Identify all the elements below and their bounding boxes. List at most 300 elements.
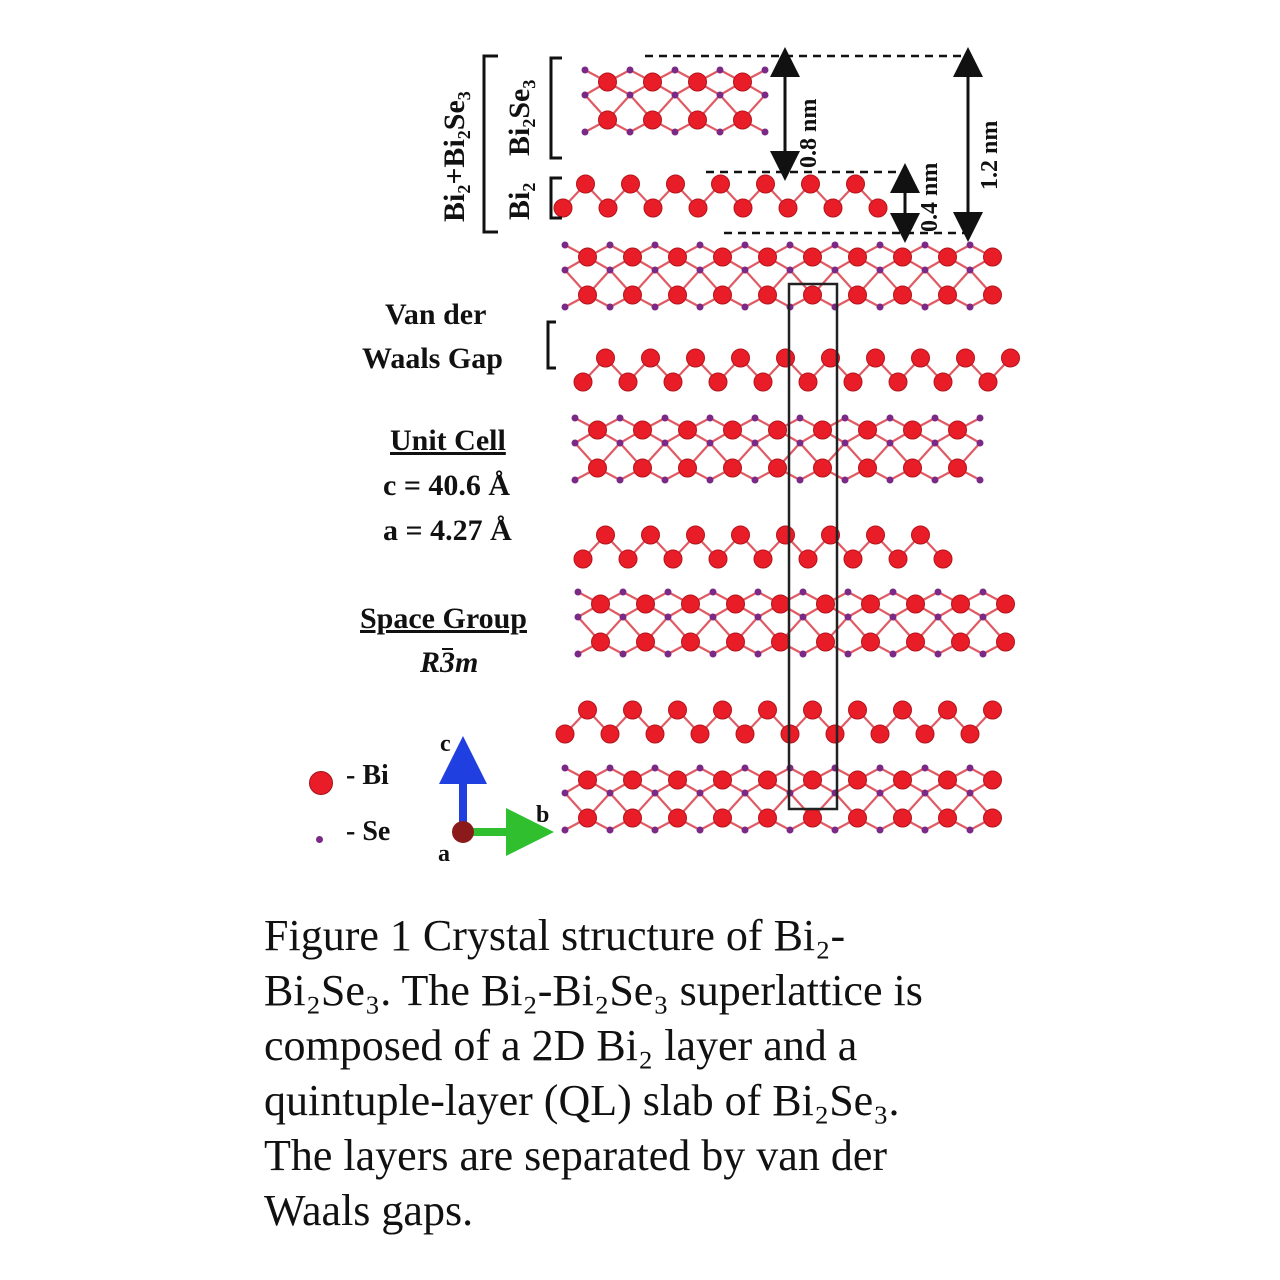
bi-atom bbox=[894, 701, 912, 719]
label-04nm: 0.4 nm bbox=[917, 162, 943, 232]
se-atom bbox=[627, 67, 634, 74]
se-atom bbox=[800, 651, 807, 658]
bi-atom bbox=[669, 771, 687, 789]
se-atom bbox=[620, 589, 627, 596]
se-atom bbox=[877, 827, 884, 834]
se-atom bbox=[582, 67, 589, 74]
bi-atom bbox=[624, 701, 642, 719]
legend-bi-dot bbox=[309, 771, 333, 795]
bi-atom bbox=[894, 771, 912, 789]
se-atom bbox=[717, 92, 724, 99]
bi-atom bbox=[634, 459, 652, 477]
bi-atom bbox=[669, 809, 687, 827]
bi-atom bbox=[682, 595, 700, 613]
se-atom bbox=[797, 440, 804, 447]
se-atom bbox=[980, 651, 987, 658]
bi-atom bbox=[579, 809, 597, 827]
se-atom bbox=[977, 415, 984, 422]
se-atom bbox=[697, 827, 704, 834]
bi-atom bbox=[554, 199, 572, 217]
se-atom bbox=[562, 827, 569, 834]
bi-atom bbox=[952, 595, 970, 613]
bi-atom bbox=[589, 459, 607, 477]
axis-c-label: c bbox=[440, 731, 451, 757]
se-atom bbox=[797, 477, 804, 484]
se-atom bbox=[742, 242, 749, 249]
se-atom bbox=[967, 827, 974, 834]
se-atom bbox=[890, 589, 897, 596]
bi-atom bbox=[912, 349, 930, 367]
se-atom bbox=[627, 129, 634, 136]
bi-atom bbox=[714, 286, 732, 304]
bi-atom bbox=[644, 111, 662, 129]
se-atom bbox=[890, 614, 897, 621]
bi-atom bbox=[709, 550, 727, 568]
label-bi2se3: Bi₂Se₃ bbox=[503, 79, 536, 156]
bi-atom bbox=[734, 111, 752, 129]
caption-line-1: Figure 1 Crystal structure of Bi₂- bbox=[264, 911, 846, 960]
se-atom bbox=[607, 304, 614, 311]
bi-atom bbox=[757, 175, 775, 193]
bi-atom bbox=[769, 459, 787, 477]
bi-atom bbox=[804, 701, 822, 719]
se-atom bbox=[922, 242, 929, 249]
bi-atom bbox=[939, 248, 957, 266]
se-atom bbox=[787, 242, 794, 249]
bi-atom bbox=[862, 595, 880, 613]
bi-atom bbox=[759, 809, 777, 827]
bi-atom bbox=[889, 550, 907, 568]
axis-b-label: b bbox=[536, 802, 550, 828]
se-atom bbox=[697, 765, 704, 772]
bi-atom bbox=[952, 633, 970, 651]
bi-atom bbox=[889, 373, 907, 391]
se-atom bbox=[922, 267, 929, 274]
bi-atom bbox=[916, 725, 934, 743]
bi-atom bbox=[997, 633, 1015, 651]
se-atom bbox=[607, 267, 614, 274]
se-atom bbox=[752, 477, 759, 484]
se-atom bbox=[755, 589, 762, 596]
bi-atom bbox=[592, 595, 610, 613]
bi-atom bbox=[644, 73, 662, 91]
bi-atom bbox=[802, 175, 820, 193]
bi-atom bbox=[754, 550, 772, 568]
se-atom bbox=[697, 242, 704, 249]
label-bi2: Bi₂ bbox=[503, 182, 536, 220]
bi-atom bbox=[759, 701, 777, 719]
se-atom bbox=[672, 129, 679, 136]
se-atom bbox=[762, 92, 769, 99]
bi-atom bbox=[689, 199, 707, 217]
bi-atom bbox=[949, 421, 967, 439]
caption-line-4: quintuple-layer (QL) slab of Bi₂Se₃. bbox=[264, 1076, 900, 1125]
bi-atom bbox=[724, 421, 742, 439]
se-atom bbox=[572, 440, 579, 447]
bi-atom bbox=[646, 725, 664, 743]
bi-atom bbox=[934, 550, 952, 568]
unit-cell-c: c = 40.6 Å bbox=[383, 469, 511, 502]
se-atom bbox=[617, 477, 624, 484]
bi-atom bbox=[804, 286, 822, 304]
bi-atom bbox=[689, 111, 707, 129]
se-atom bbox=[707, 415, 714, 422]
se-atom bbox=[717, 67, 724, 74]
se-atom bbox=[652, 827, 659, 834]
se-atom bbox=[697, 304, 704, 311]
bi-atom bbox=[844, 550, 862, 568]
bi-atom bbox=[869, 199, 887, 217]
bi-atom bbox=[1002, 349, 1020, 367]
se-atom bbox=[607, 790, 614, 797]
se-atom bbox=[935, 651, 942, 658]
bi-atom bbox=[579, 701, 597, 719]
bi-atom bbox=[599, 111, 617, 129]
axis-a-label: a bbox=[438, 841, 450, 867]
se-atom bbox=[890, 651, 897, 658]
bi-atom bbox=[984, 809, 1002, 827]
bi-atom bbox=[714, 771, 732, 789]
bi-atom bbox=[664, 550, 682, 568]
bi-atom bbox=[984, 771, 1002, 789]
bi-atom bbox=[732, 349, 750, 367]
bi-atom bbox=[824, 199, 842, 217]
bi-atom bbox=[904, 421, 922, 439]
bi-atom bbox=[849, 701, 867, 719]
bi-atom bbox=[849, 809, 867, 827]
bi-atom bbox=[634, 421, 652, 439]
legend-bi-label: - Bi bbox=[346, 760, 389, 791]
se-atom bbox=[932, 440, 939, 447]
bi-atom bbox=[939, 286, 957, 304]
se-atom bbox=[922, 827, 929, 834]
bi-atom bbox=[597, 526, 615, 544]
bi-atom bbox=[734, 199, 752, 217]
se-atom bbox=[665, 651, 672, 658]
bi-atom bbox=[574, 373, 592, 391]
se-atom bbox=[582, 92, 589, 99]
se-atom bbox=[842, 440, 849, 447]
bi-atom bbox=[904, 459, 922, 477]
bi-atom bbox=[669, 248, 687, 266]
bi-atom bbox=[579, 771, 597, 789]
se-atom bbox=[672, 67, 679, 74]
se-atom bbox=[967, 765, 974, 772]
se-atom bbox=[887, 477, 894, 484]
se-atom bbox=[977, 477, 984, 484]
se-atom bbox=[572, 477, 579, 484]
bi-atom bbox=[667, 175, 685, 193]
bracket-bi2se3 bbox=[551, 58, 562, 158]
bi-atom bbox=[984, 286, 1002, 304]
bi-atom bbox=[907, 633, 925, 651]
bi-atom bbox=[817, 595, 835, 613]
bi-atom bbox=[687, 349, 705, 367]
se-atom bbox=[617, 440, 624, 447]
vdw-label-line1: Van der bbox=[385, 298, 487, 331]
space-group-title: Space Group bbox=[360, 602, 527, 635]
bi-atom bbox=[939, 771, 957, 789]
bi-atom bbox=[867, 526, 885, 544]
se-atom bbox=[977, 440, 984, 447]
se-atom bbox=[832, 242, 839, 249]
bi-atom bbox=[814, 459, 832, 477]
bi-atom bbox=[849, 248, 867, 266]
bi-atom bbox=[984, 248, 1002, 266]
se-atom bbox=[762, 129, 769, 136]
se-atom bbox=[967, 790, 974, 797]
bi-atom bbox=[759, 771, 777, 789]
se-atom bbox=[967, 304, 974, 311]
bi-atom bbox=[894, 248, 912, 266]
space-group-symbol bbox=[420, 646, 478, 680]
bi-atom bbox=[714, 701, 732, 719]
se-atom bbox=[707, 440, 714, 447]
space-group-m: m bbox=[455, 646, 479, 679]
se-atom bbox=[620, 651, 627, 658]
se-atom bbox=[762, 67, 769, 74]
bi-atom bbox=[754, 373, 772, 391]
se-atom bbox=[800, 589, 807, 596]
bi-atom bbox=[759, 248, 777, 266]
se-atom bbox=[672, 92, 679, 99]
bi-atom bbox=[907, 595, 925, 613]
bi-atom bbox=[759, 286, 777, 304]
se-atom bbox=[582, 129, 589, 136]
se-atom bbox=[742, 765, 749, 772]
se-atom bbox=[575, 614, 582, 621]
bi-atom bbox=[644, 199, 662, 217]
bi-atom bbox=[949, 459, 967, 477]
caption-line-3: composed of a 2D Bi₂ layer and a bbox=[264, 1021, 858, 1070]
vdw-label-line2: Waals Gap bbox=[362, 342, 503, 375]
bi-atom bbox=[979, 373, 997, 391]
se-atom bbox=[562, 765, 569, 772]
se-atom bbox=[575, 651, 582, 658]
label-bi2-bi2se3: Bi₂+Bi₂Se₃ bbox=[438, 91, 471, 222]
se-atom bbox=[562, 790, 569, 797]
bi-atom bbox=[687, 526, 705, 544]
se-atom bbox=[617, 415, 624, 422]
bracket-bi2-bi2se3 bbox=[484, 56, 498, 232]
se-atom bbox=[787, 267, 794, 274]
se-atom bbox=[710, 614, 717, 621]
se-atom bbox=[752, 440, 759, 447]
bi-atom bbox=[894, 809, 912, 827]
bi-atom bbox=[637, 633, 655, 651]
bi-atom bbox=[997, 595, 1015, 613]
se-atom bbox=[755, 614, 762, 621]
se-atom bbox=[800, 614, 807, 621]
bi-atom bbox=[624, 771, 642, 789]
bi-atom bbox=[826, 725, 844, 743]
se-atom bbox=[980, 589, 987, 596]
bi-atom bbox=[817, 633, 835, 651]
bi-atom bbox=[939, 701, 957, 719]
bi-atom bbox=[779, 199, 797, 217]
bi-atom bbox=[691, 725, 709, 743]
bi-atom bbox=[664, 373, 682, 391]
axis-a-dot bbox=[452, 821, 474, 843]
se-atom bbox=[922, 765, 929, 772]
bi-atom bbox=[679, 459, 697, 477]
bi-atom bbox=[624, 248, 642, 266]
bi-atom bbox=[867, 349, 885, 367]
bi-atom bbox=[727, 633, 745, 651]
se-atom bbox=[665, 589, 672, 596]
se-atom bbox=[877, 304, 884, 311]
unit-cell-a: a = 4.27 Å bbox=[383, 514, 512, 547]
space-group-3bar: 3 bbox=[440, 646, 456, 679]
se-atom bbox=[932, 477, 939, 484]
bi-atom bbox=[714, 809, 732, 827]
bi-atom bbox=[804, 771, 822, 789]
bi-atom bbox=[777, 349, 795, 367]
bi-atom bbox=[732, 526, 750, 544]
se-atom bbox=[980, 614, 987, 621]
se-atom bbox=[932, 415, 939, 422]
se-atom bbox=[665, 614, 672, 621]
bi-atom bbox=[772, 595, 790, 613]
se-atom bbox=[742, 790, 749, 797]
se-atom bbox=[877, 267, 884, 274]
bi-atom bbox=[679, 421, 697, 439]
se-atom bbox=[652, 267, 659, 274]
se-atom bbox=[717, 129, 724, 136]
bi-atom bbox=[859, 421, 877, 439]
bi-atom bbox=[727, 595, 745, 613]
se-atom bbox=[842, 415, 849, 422]
bi-atom bbox=[592, 633, 610, 651]
bi-atom bbox=[577, 175, 595, 193]
se-atom bbox=[607, 827, 614, 834]
se-atom bbox=[967, 242, 974, 249]
annotations-layer bbox=[452, 56, 972, 843]
bi-atom bbox=[804, 809, 822, 827]
se-atom bbox=[845, 614, 852, 621]
bi-atom bbox=[622, 175, 640, 193]
legend-se-label: - Se bbox=[346, 816, 391, 847]
bi-atom bbox=[804, 248, 822, 266]
se-atom bbox=[742, 827, 749, 834]
caption-line-2: Bi₂Se₃. The Bi₂-Bi₂Se₃ superlattice is bbox=[264, 966, 923, 1015]
se-atom bbox=[652, 765, 659, 772]
bi-atom bbox=[814, 421, 832, 439]
se-atom bbox=[620, 614, 627, 621]
se-atom bbox=[877, 765, 884, 772]
legend-se-dot bbox=[316, 836, 323, 843]
se-atom bbox=[755, 651, 762, 658]
se-atom bbox=[652, 790, 659, 797]
bi-atom bbox=[709, 373, 727, 391]
bi-atom bbox=[871, 725, 889, 743]
bi-atom bbox=[772, 633, 790, 651]
se-atom bbox=[607, 765, 614, 772]
se-atom bbox=[572, 415, 579, 422]
se-atom bbox=[842, 477, 849, 484]
bi-atom bbox=[961, 725, 979, 743]
se-atom bbox=[752, 415, 759, 422]
se-atom bbox=[742, 304, 749, 311]
se-atom bbox=[710, 589, 717, 596]
bi-atom bbox=[849, 286, 867, 304]
bi-atom bbox=[599, 199, 617, 217]
se-atom bbox=[877, 242, 884, 249]
se-atom bbox=[922, 304, 929, 311]
bi-atom bbox=[597, 349, 615, 367]
se-atom bbox=[662, 415, 669, 422]
bi-atom bbox=[589, 421, 607, 439]
caption-line-5: The layers are separated by van der bbox=[264, 1131, 888, 1180]
se-atom bbox=[652, 304, 659, 311]
bi-atom bbox=[579, 286, 597, 304]
bi-atom bbox=[712, 175, 730, 193]
bracket-vdw bbox=[548, 322, 556, 368]
se-atom bbox=[652, 242, 659, 249]
se-atom bbox=[662, 440, 669, 447]
unit-cell-title: Unit Cell bbox=[390, 424, 506, 457]
bi-atom bbox=[579, 248, 597, 266]
bi-atom bbox=[619, 373, 637, 391]
se-atom bbox=[845, 589, 852, 596]
bi-atom bbox=[556, 725, 574, 743]
bi-atom bbox=[624, 286, 642, 304]
se-atom bbox=[697, 267, 704, 274]
bi-atom bbox=[799, 550, 817, 568]
se-atom bbox=[832, 267, 839, 274]
bi-atom bbox=[799, 373, 817, 391]
bi-atom bbox=[847, 175, 865, 193]
bi-atom bbox=[957, 349, 975, 367]
se-atom bbox=[877, 790, 884, 797]
bi-atom bbox=[599, 73, 617, 91]
label-12nm: 1.2 nm bbox=[977, 120, 1003, 190]
space-group-R: R bbox=[420, 646, 441, 679]
bi-atom bbox=[734, 73, 752, 91]
label-08nm: 0.8 nm bbox=[796, 98, 822, 168]
bi-atom bbox=[624, 809, 642, 827]
bi-atom bbox=[669, 286, 687, 304]
se-atom bbox=[887, 415, 894, 422]
bi-atom bbox=[724, 459, 742, 477]
se-atom bbox=[627, 92, 634, 99]
se-atom bbox=[967, 267, 974, 274]
se-atom bbox=[935, 589, 942, 596]
se-atom bbox=[607, 242, 614, 249]
figure-caption bbox=[264, 908, 1024, 1238]
bi-atom bbox=[669, 701, 687, 719]
bi-atom bbox=[682, 633, 700, 651]
bi-atom bbox=[862, 633, 880, 651]
se-atom bbox=[662, 477, 669, 484]
bi-atom bbox=[619, 550, 637, 568]
se-atom bbox=[742, 267, 749, 274]
se-atom bbox=[707, 477, 714, 484]
se-atom bbox=[845, 651, 852, 658]
bi-atom bbox=[714, 248, 732, 266]
se-atom bbox=[887, 440, 894, 447]
se-atom bbox=[832, 827, 839, 834]
bi-atom bbox=[934, 373, 952, 391]
bi-atom bbox=[849, 771, 867, 789]
bi-atom bbox=[769, 421, 787, 439]
bi-atom bbox=[601, 725, 619, 743]
bi-atom bbox=[777, 526, 795, 544]
bi-atom bbox=[736, 725, 754, 743]
se-atom bbox=[787, 827, 794, 834]
caption-line-6: Waals gaps. bbox=[264, 1186, 474, 1235]
bi-atom bbox=[984, 701, 1002, 719]
